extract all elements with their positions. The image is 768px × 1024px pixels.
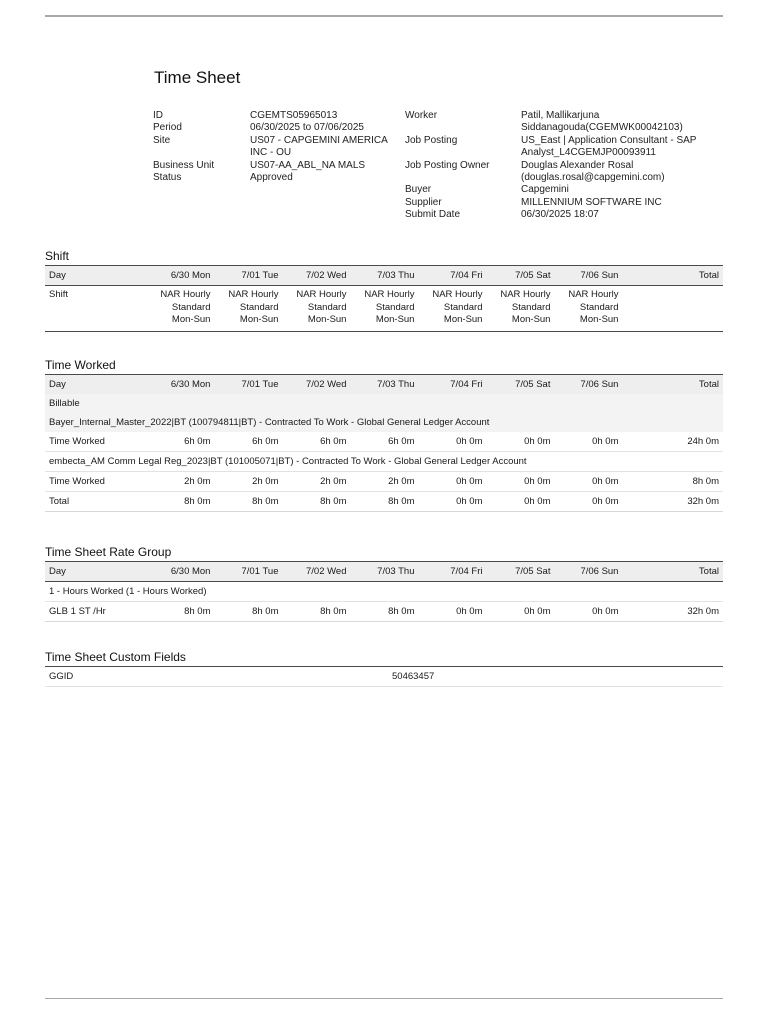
account-row <box>45 413 723 432</box>
info-value: US_East | Application Consultant - SAP Analyst_L4CGEMJP00093911 <box>521 134 697 159</box>
bottom-divider <box>45 998 723 999</box>
column-header: 7/02 Wed <box>282 562 350 582</box>
hours-cell: 0h 0m <box>418 472 486 492</box>
shift-cell: NAR Hourly Standard Mon-Sun <box>554 286 622 332</box>
field-label: GGID <box>45 667 388 687</box>
shift-cell: NAR Hourly Standard Mon-Sun <box>146 286 214 332</box>
info-label: Buyer <box>405 184 432 196</box>
rate-group-label-row <box>45 582 723 602</box>
column-header: 7/05 Sat <box>486 375 554 395</box>
info-value: CGEMTS05965013 <box>250 110 338 121</box>
hours-cell: 0h 0m <box>418 432 486 452</box>
column-header: Day <box>45 375 146 395</box>
hours-cell: 8h 0m <box>214 602 282 622</box>
info-row-supplier <box>405 197 716 209</box>
hours-cell: 2h 0m <box>146 472 214 492</box>
column-header: 6/30 Mon <box>146 375 214 395</box>
info-label: Business Unit <box>153 159 215 171</box>
account-name: Bayer_Internal_Master_2022|BT (100794811|BT) - Contracted To Work - Global General Ledger Account <box>45 413 723 432</box>
hours-cell: 8h 0m <box>214 492 282 512</box>
table-header-row <box>45 266 723 286</box>
custom-fields-section-title: Time Sheet Custom Fields <box>45 650 186 664</box>
billable-row <box>45 394 723 413</box>
hours-cell: 0h 0m <box>554 602 622 622</box>
rate-group-section-title: Time Sheet Rate Group <box>45 545 172 559</box>
table-row <box>45 432 723 452</box>
account-name: embecta_AM Comm Legal Reg_2023|BT (101005071|BT) - Contracted To Work - Global General Ledger Account <box>45 452 723 472</box>
info-row-period <box>153 122 400 134</box>
column-header: 6/30 Mon <box>146 562 214 582</box>
column-header: Day <box>45 266 146 286</box>
hours-cell: 2h 0m <box>350 472 418 492</box>
hours-cell: 0h 0m <box>418 492 486 512</box>
hours-cell: 6h 0m <box>282 432 350 452</box>
info-row-submit-date <box>405 209 716 221</box>
account-row <box>45 452 723 472</box>
column-header: Day <box>45 562 146 582</box>
row-label: Total <box>45 492 146 512</box>
info-row-job-posting <box>405 135 716 160</box>
row-label: Time Worked <box>45 472 146 492</box>
column-header: 7/06 Sun <box>554 562 622 582</box>
hours-cell: 8h 0m <box>350 602 418 622</box>
hours-cell: 8h 0m <box>146 602 214 622</box>
column-header: 7/01 Tue <box>214 375 282 395</box>
total-row <box>45 492 723 512</box>
timesheet-info-left <box>153 110 400 184</box>
shift-table <box>45 265 723 332</box>
top-divider <box>45 15 723 17</box>
hours-cell: 8h 0m <box>282 492 350 512</box>
hours-cell: 0h 0m <box>486 432 554 452</box>
billable-label: Billable <box>45 394 723 413</box>
hours-cell: 0h 0m <box>486 602 554 622</box>
column-header: 7/03 Thu <box>350 375 418 395</box>
timesheet-info-right <box>405 110 716 222</box>
column-header: 7/06 Sun <box>554 266 622 286</box>
info-value: Douglas Alexander Rosal (douglas.rosal@capgemini.com) <box>521 159 665 184</box>
total-cell: 8h 0m <box>622 472 723 492</box>
total-cell: 24h 0m <box>622 432 723 452</box>
column-header: Total <box>622 375 723 395</box>
info-label: Supplier <box>405 196 442 208</box>
info-row-site <box>153 135 400 160</box>
info-value: Capgemini <box>521 184 569 196</box>
total-cell: 32h 0m <box>622 492 723 512</box>
hours-cell: 8h 0m <box>282 602 350 622</box>
info-row-status <box>153 172 400 184</box>
hours-cell: 6h 0m <box>350 432 418 452</box>
column-header: 7/03 Thu <box>350 266 418 286</box>
column-header: 7/01 Tue <box>214 562 282 582</box>
rate-group-table <box>45 561 723 622</box>
shift-cell: NAR Hourly Standard Mon-Sun <box>418 286 486 332</box>
time-worked-section-title: Time Worked <box>45 358 116 372</box>
info-value: US07 - CAPGEMINI AMERICA INC - OU <box>250 134 388 159</box>
column-header: 7/02 Wed <box>282 266 350 286</box>
info-value: Patil, Mallikarjuna Siddanagouda(CGEMWK00042103) <box>521 110 683 134</box>
info-row-job-posting-owner <box>405 160 716 185</box>
info-label: Submit Date <box>405 209 461 221</box>
column-header: 6/30 Mon <box>146 266 214 286</box>
table-row <box>45 602 723 622</box>
shift-section-title: Shift <box>45 249 70 263</box>
info-row-id <box>153 110 400 122</box>
info-label: Status <box>153 172 182 184</box>
column-header: 7/05 Sat <box>486 266 554 286</box>
rate-group-label: 1 - Hours Worked (1 - Hours Worked) <box>45 582 723 602</box>
table-row <box>45 286 723 332</box>
hours-cell: 0h 0m <box>554 432 622 452</box>
column-header: Total <box>622 562 723 582</box>
hours-cell: 6h 0m <box>146 432 214 452</box>
info-label: Job Posting <box>405 134 458 146</box>
page-title: Time Sheet <box>154 68 241 87</box>
info-label: Period <box>153 122 182 134</box>
info-value: 06/30/2025 to 07/06/2025 <box>250 122 364 134</box>
shift-cell: NAR Hourly Standard Mon-Sun <box>214 286 282 332</box>
time-worked-table <box>45 374 723 512</box>
column-header: 7/04 Fri <box>418 562 486 582</box>
info-label: Worker <box>405 110 438 121</box>
hours-cell: 8h 0m <box>146 492 214 512</box>
row-label: Time Worked <box>45 432 146 452</box>
info-value: MILLENNIUM SOFTWARE INC <box>521 196 662 208</box>
info-label: ID <box>153 110 163 121</box>
row-label: GLB 1 ST /Hr <box>45 602 146 622</box>
hours-cell: 2h 0m <box>282 472 350 492</box>
info-row-worker <box>405 110 716 135</box>
hours-cell: 0h 0m <box>486 492 554 512</box>
hours-cell: 6h 0m <box>214 432 282 452</box>
row-label: Shift <box>45 286 146 332</box>
hours-cell: 0h 0m <box>554 492 622 512</box>
table-header-row <box>45 375 723 395</box>
info-label: Site <box>153 134 171 146</box>
table-row <box>45 472 723 492</box>
hours-cell: 0h 0m <box>418 602 486 622</box>
total-cell: 32h 0m <box>622 602 723 622</box>
hours-cell: 0h 0m <box>486 472 554 492</box>
column-header: 7/04 Fri <box>418 266 486 286</box>
shift-cell: NAR Hourly Standard Mon-Sun <box>486 286 554 332</box>
empty-cell <box>622 286 723 332</box>
info-row-buyer <box>405 184 716 196</box>
hours-cell: 0h 0m <box>554 472 622 492</box>
column-header: 7/01 Tue <box>214 266 282 286</box>
shift-cell: NAR Hourly Standard Mon-Sun <box>350 286 418 332</box>
info-value: US07-AA_ABL_NA MALS <box>250 159 366 171</box>
info-value: 06/30/2025 18:07 <box>521 209 599 221</box>
column-header: 7/02 Wed <box>282 375 350 395</box>
table-row <box>45 667 723 687</box>
column-header: 7/03 Thu <box>350 562 418 582</box>
custom-fields-table <box>45 666 723 687</box>
status-value: Approved <box>250 172 293 184</box>
column-header: 7/06 Sun <box>554 375 622 395</box>
shift-cell: NAR Hourly Standard Mon-Sun <box>282 286 350 332</box>
column-header: 7/04 Fri <box>418 375 486 395</box>
column-header: 7/05 Sat <box>486 562 554 582</box>
hours-cell: 2h 0m <box>214 472 282 492</box>
table-header-row <box>45 562 723 582</box>
field-value: 50463457 <box>388 667 723 687</box>
column-header: Total <box>622 266 723 286</box>
info-row-business-unit <box>153 160 400 172</box>
info-label: Job Posting Owner <box>405 159 490 171</box>
hours-cell: 8h 0m <box>350 492 418 512</box>
